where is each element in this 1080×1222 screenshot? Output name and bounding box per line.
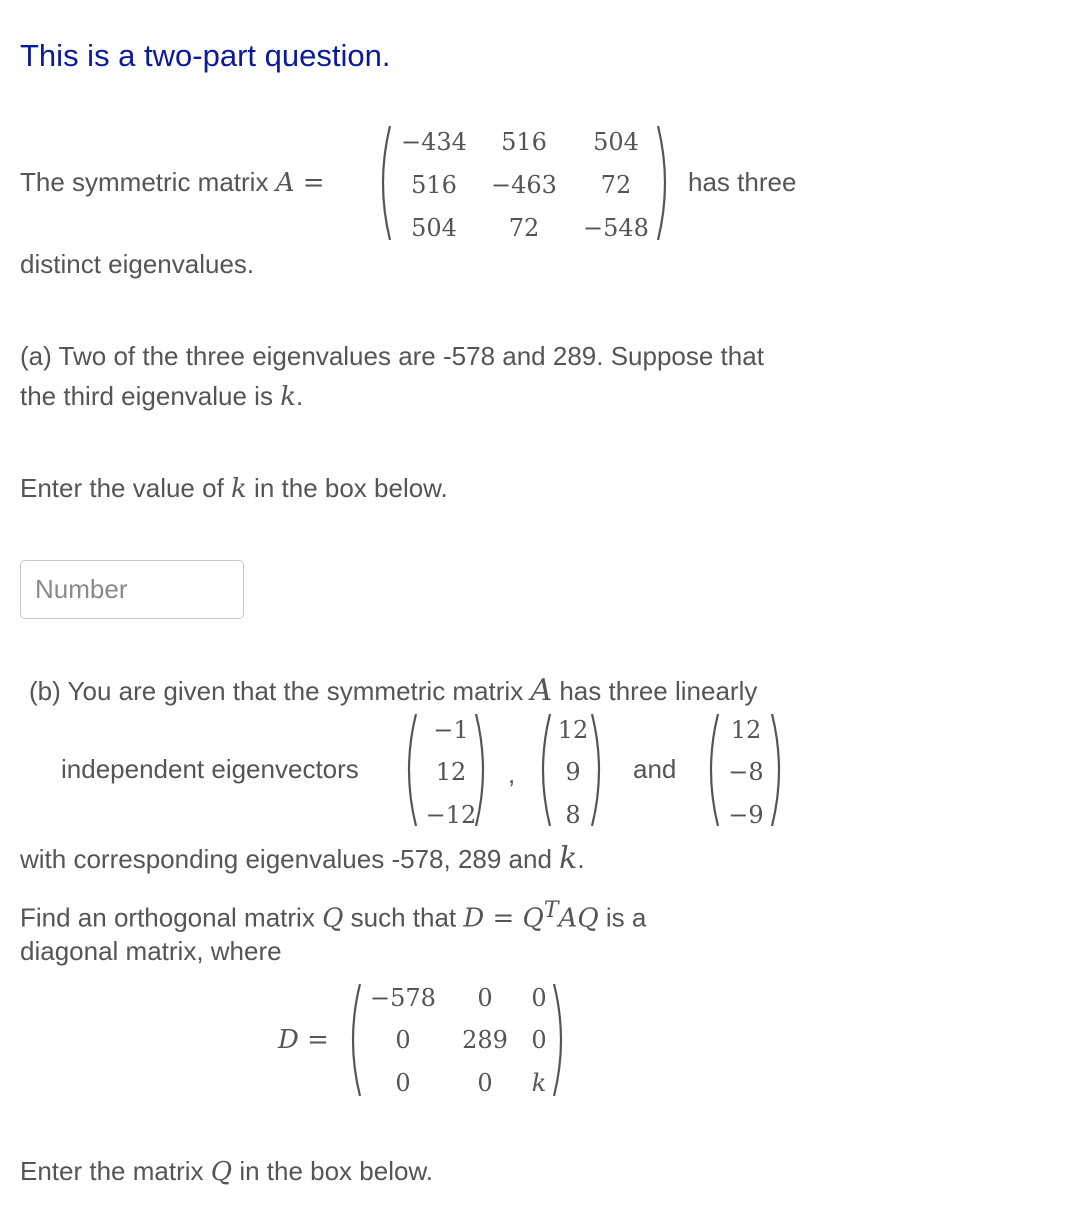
vector-entry: 12 — [557, 716, 589, 744]
k-value-input[interactable] — [20, 560, 244, 619]
vector-entry: −12 — [425, 801, 477, 829]
part-b-line1 — [29, 671, 757, 711]
intro-suffix: has three — [688, 167, 797, 197]
matrix-d-lhs: D = — [278, 1025, 329, 1055]
transpose-sup: T — [543, 898, 559, 923]
matrix-a-cell: 504 — [411, 214, 457, 242]
var-a: A — [530, 673, 553, 708]
matrix-d-cell: 0 — [531, 984, 547, 1012]
part-b-line4-mid: such that — [350, 902, 457, 933]
vector-entry: 12 — [730, 716, 762, 744]
part-a-instruction-suffix: in the box below. — [254, 473, 448, 503]
vector-entry: 12 — [435, 758, 467, 786]
matrix-d-cell: 0 — [477, 1069, 493, 1097]
vector-comma: , — [508, 759, 516, 789]
matrix-a-cell: 72 — [508, 214, 540, 242]
equation-d: D = Q — [463, 903, 544, 934]
part-b-line3-text: with corresponding eigenvalues -578, 289 and — [20, 844, 552, 874]
matrix-a-cell: 516 — [501, 128, 547, 156]
vector-entry: 9 — [565, 758, 581, 786]
matrix-a-cell: 72 — [600, 171, 632, 199]
intro-continuation: distinct eigenvalues. — [20, 249, 255, 279]
part-b-line2: independent eigenvectors — [61, 754, 359, 784]
period: . — [577, 844, 585, 874]
intro-prefix-text: The symmetric matrix — [20, 167, 269, 197]
part-a-instruction — [20, 468, 448, 509]
part-b-line1-suffix: has three linearly — [559, 676, 758, 706]
part-b-line1-text: (b) You are given that the symmetric matrix — [29, 676, 524, 706]
var-k: k — [231, 474, 247, 504]
matrix-a-left-paren — [374, 124, 394, 242]
equation-aq: AQ — [558, 903, 599, 934]
part-a-line2-text: the third eigenvalue is — [20, 381, 273, 411]
part-b-line4-text: Find an orthogonal matrix — [20, 902, 315, 933]
and-word: and — [633, 754, 677, 784]
part-b-line4-suffix: is a — [605, 902, 647, 933]
matrix-d-cell: 0 — [477, 984, 493, 1012]
part-a-line1: (a) Two of the three eigenvalues are -578 and 289. Suppose that — [20, 341, 764, 371]
matrix-d-left-paren — [344, 982, 364, 1098]
matrix-d-cell: 0 — [531, 1026, 547, 1054]
vector1-left-paren — [400, 712, 420, 828]
period: . — [295, 381, 304, 411]
matrix-d-cell: 0 — [395, 1069, 411, 1097]
vector-entry: −1 — [433, 716, 469, 744]
matrix-d-cell: 0 — [395, 1026, 411, 1054]
part-a-instruction-text: Enter the value of — [20, 473, 224, 503]
matrix-d-cell: −578 — [370, 984, 436, 1012]
var-k: k — [280, 382, 296, 412]
matrix-a-cell: −548 — [583, 214, 649, 242]
var-q: Q — [210, 1157, 233, 1187]
matrix-a-lhs: A = — [275, 168, 325, 198]
part-b-line3 — [20, 839, 585, 879]
matrix-a-right-paren — [654, 124, 674, 242]
var-q: Q — [322, 903, 344, 934]
matrix-d-cell: k — [531, 1069, 547, 1097]
question-title: This is a two-part question. — [20, 38, 391, 73]
vector-entry: 8 — [565, 801, 581, 829]
intro-prefix — [20, 162, 325, 203]
matrix-d-cell: 289 — [462, 1026, 508, 1054]
vector-entry: −9 — [728, 801, 764, 829]
part-b-instruction-text: Enter the matrix — [20, 1156, 204, 1186]
vector-entry: −8 — [728, 758, 764, 786]
part-b-instruction-suffix: in the box below. — [239, 1156, 434, 1186]
part-b-instruction — [20, 1151, 433, 1192]
var-k: k — [559, 841, 578, 876]
matrix-a-cell: 516 — [411, 171, 457, 199]
matrix-a-cell: 504 — [593, 128, 639, 156]
matrix-a-cell: −434 — [401, 128, 467, 156]
part-a-line2 — [20, 376, 303, 417]
matrix-a-cell: −463 — [491, 171, 557, 199]
part-b-line5: diagonal matrix, where — [20, 936, 282, 966]
